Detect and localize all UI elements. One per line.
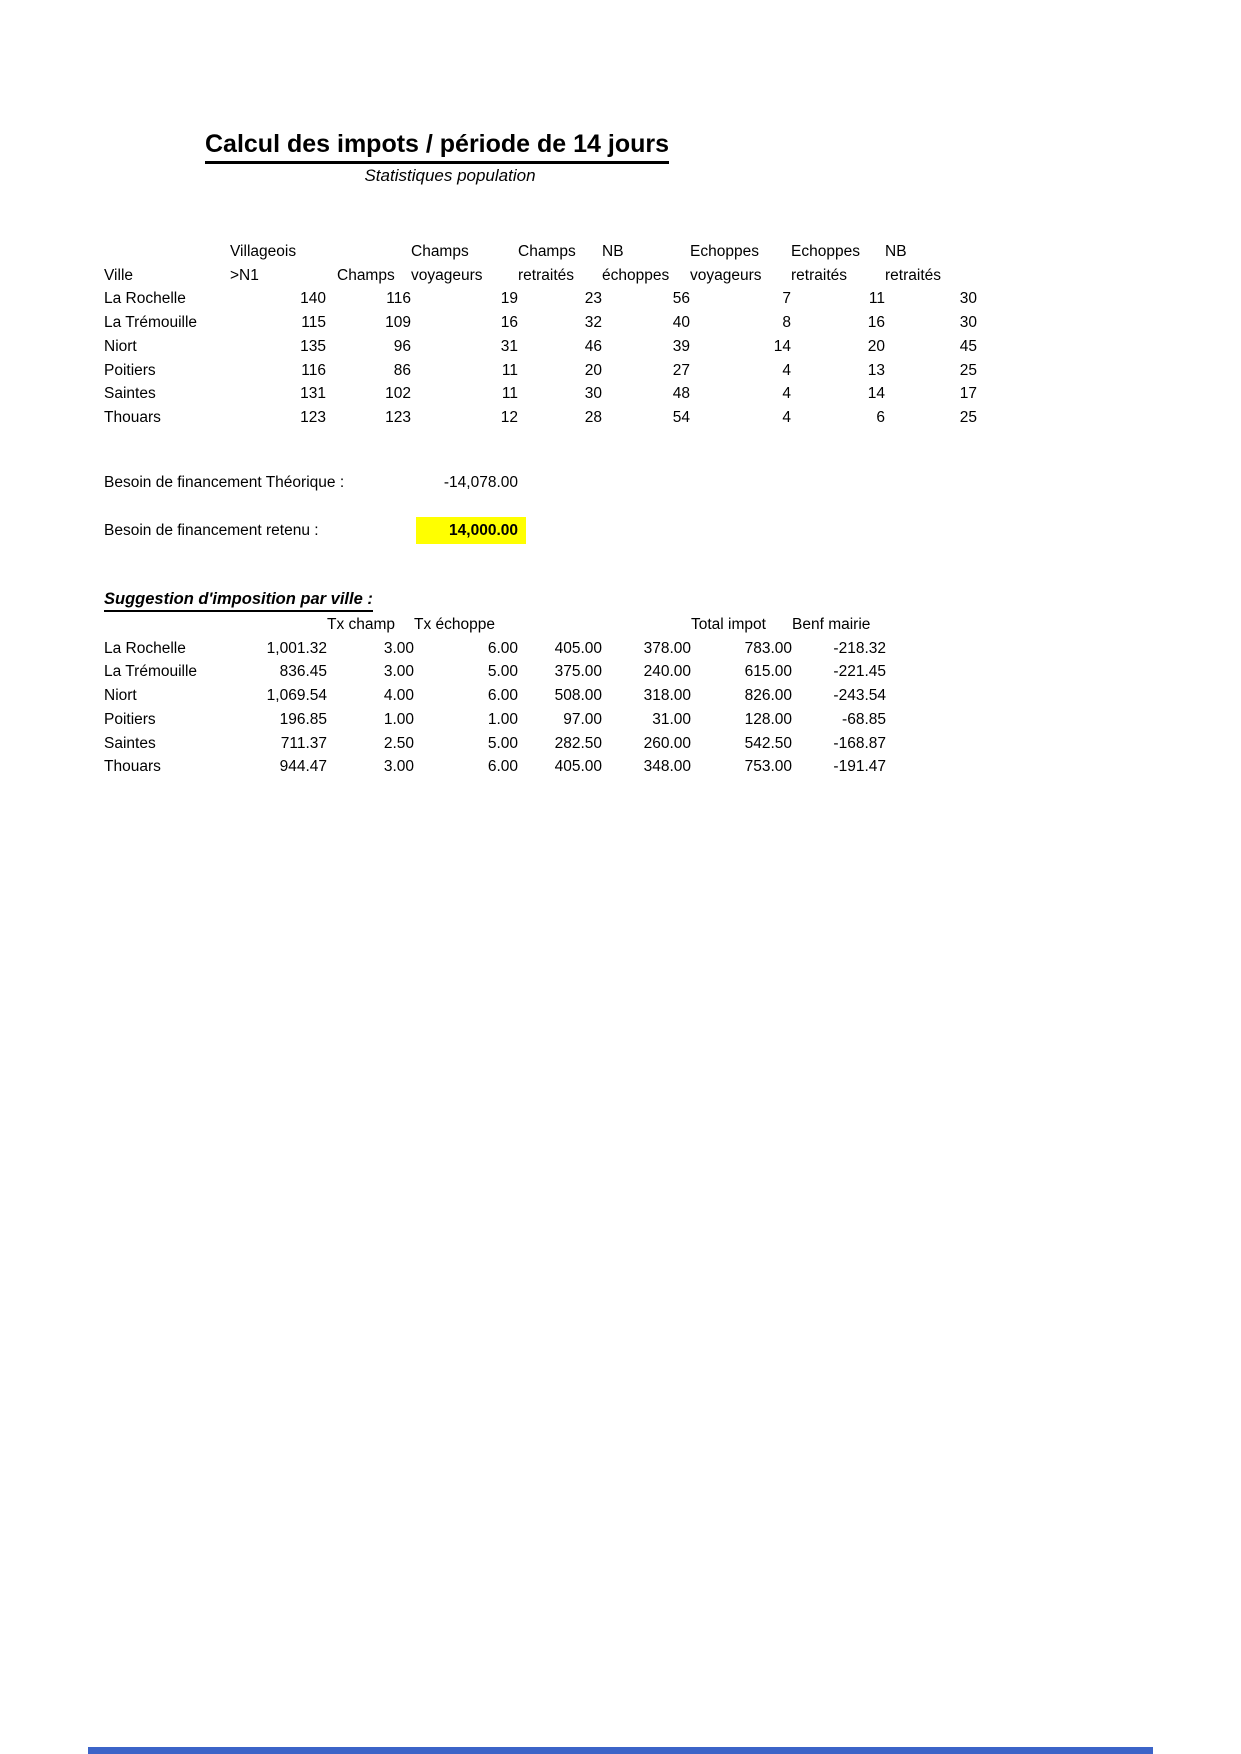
col-header: Echoppes xyxy=(791,243,860,260)
stats-header-row-2 xyxy=(104,264,977,288)
cell-value: 783.00 xyxy=(744,639,792,657)
cell-value: 16 xyxy=(867,314,885,332)
stats-header-row-1 xyxy=(104,240,977,264)
cell-ville: Niort xyxy=(104,337,137,355)
cell-value: 86 xyxy=(393,361,411,379)
cell-value: 1,069.54 xyxy=(266,687,327,705)
cell-value: 508.00 xyxy=(554,687,602,705)
table-row xyxy=(104,335,977,359)
cell-value: 11 xyxy=(501,385,518,403)
cell-value: 19 xyxy=(500,290,518,308)
col-header: Villageois xyxy=(230,243,297,260)
cell-ville: Poitiers xyxy=(104,361,156,379)
cell-value: -191.47 xyxy=(833,758,886,776)
cell-value: 405.00 xyxy=(554,639,602,657)
cell-value: 318.00 xyxy=(643,687,691,705)
cell-value: 131 xyxy=(300,385,326,403)
cell-value: 128.00 xyxy=(744,710,792,728)
table-row xyxy=(104,359,977,383)
cell-value: 944.47 xyxy=(279,758,327,776)
cell-value: 96 xyxy=(393,337,411,355)
cell-value: 140 xyxy=(300,290,326,308)
col-header xyxy=(602,613,691,637)
cell-value: 135 xyxy=(300,337,326,355)
col-header xyxy=(230,613,327,637)
col-header xyxy=(104,240,230,264)
cell-value: 30 xyxy=(584,385,602,403)
page-title: Calcul des impots / période de 14 jours xyxy=(205,130,669,164)
cell-value: 4 xyxy=(782,385,791,403)
cell-value: 17 xyxy=(959,385,977,403)
cell-value: 11 xyxy=(868,290,885,308)
cell-value: 30 xyxy=(959,314,977,332)
cell-value: 1.00 xyxy=(487,710,518,728)
financing-theoretical-label: Besoin de financement Théorique : xyxy=(104,474,345,491)
cell-ville: Thouars xyxy=(104,758,161,776)
cell-value: 542.50 xyxy=(744,734,792,752)
cell-value: -218.32 xyxy=(833,639,886,657)
cell-value: 11 xyxy=(501,361,518,379)
cell-value: 5.00 xyxy=(487,663,518,681)
cell-value: 16 xyxy=(500,314,518,332)
table-row xyxy=(104,684,886,708)
cell-value: 3.00 xyxy=(383,758,414,776)
cell-value: 6.00 xyxy=(487,758,518,776)
cell-value: 116 xyxy=(386,290,411,308)
cell-ville: La Rochelle xyxy=(104,290,186,308)
cell-value: 282.50 xyxy=(554,734,602,752)
col-header: voyageurs xyxy=(690,266,762,284)
cell-value: 4 xyxy=(782,361,791,379)
cell-value: 31.00 xyxy=(652,710,691,728)
col-header: >N1 xyxy=(230,266,259,284)
cell-ville: Saintes xyxy=(104,734,156,752)
suggestion-header-row xyxy=(104,613,886,637)
cell-value: 40 xyxy=(672,314,690,332)
table-row xyxy=(104,287,977,311)
cell-ville: Niort xyxy=(104,687,137,705)
cell-value: 48 xyxy=(672,385,690,403)
cell-value: 260.00 xyxy=(643,734,691,752)
financing-retained-value-highlighted: 14,000.00 xyxy=(416,517,526,544)
cell-value: -243.54 xyxy=(833,687,886,705)
col-header: Tx champ xyxy=(327,616,396,633)
col-header: Echoppes xyxy=(690,243,759,260)
cell-value: 102 xyxy=(385,385,411,403)
cell-value: 25 xyxy=(959,361,977,379)
cell-value: 378.00 xyxy=(643,639,691,657)
col-header xyxy=(326,240,411,264)
col-header: voyageurs xyxy=(411,266,483,284)
cell-value: 4.00 xyxy=(383,687,414,705)
cell-value: 28 xyxy=(584,408,602,426)
cell-value: 13 xyxy=(867,361,885,379)
table-row xyxy=(104,732,886,756)
cell-value: 25 xyxy=(959,408,977,426)
cell-value: 27 xyxy=(672,361,690,379)
cell-value: 109 xyxy=(385,314,411,332)
cell-ville: Saintes xyxy=(104,385,156,403)
population-stats-table xyxy=(104,240,977,430)
col-header: Champs xyxy=(337,266,395,284)
cell-value: 753.00 xyxy=(744,758,792,776)
cell-ville: La Rochelle xyxy=(104,639,186,657)
cell-value: 6.00 xyxy=(487,687,518,705)
bottom-window-edge xyxy=(88,1747,1153,1754)
cell-value: 23 xyxy=(584,290,602,308)
cell-value: 5.00 xyxy=(487,734,518,752)
cell-ville: Thouars xyxy=(104,408,161,426)
cell-value: 115 xyxy=(301,314,326,332)
table-row xyxy=(104,382,977,406)
col-header xyxy=(518,613,602,637)
tax-suggestion-table xyxy=(104,613,886,779)
cell-value: 123 xyxy=(385,408,411,426)
col-header: NB xyxy=(602,243,624,260)
cell-value: 2.50 xyxy=(383,734,414,752)
cell-value: 348.00 xyxy=(643,758,691,776)
cell-value: 6.00 xyxy=(487,639,518,657)
cell-value: 20 xyxy=(584,361,602,379)
cell-value: 1,001.32 xyxy=(266,639,327,657)
table-row xyxy=(104,755,886,779)
cell-value: 32 xyxy=(584,314,602,332)
col-header: Champs xyxy=(411,243,469,260)
cell-value: 826.00 xyxy=(744,687,792,705)
cell-value: 123 xyxy=(300,408,326,426)
col-header: NB xyxy=(885,243,907,260)
cell-value: 20 xyxy=(867,337,885,355)
cell-value: 4 xyxy=(782,408,791,426)
cell-value: 116 xyxy=(301,361,326,379)
cell-value: 14 xyxy=(773,337,791,355)
col-header: Champs xyxy=(518,243,576,260)
financing-retained-label: Besoin de financement retenu : xyxy=(104,522,319,539)
table-row xyxy=(104,660,886,684)
cell-value: 12 xyxy=(500,408,518,426)
col-header: Benf mairie xyxy=(792,616,871,633)
cell-value: 39 xyxy=(672,337,690,355)
col-header: échoppes xyxy=(602,266,670,284)
cell-value: 3.00 xyxy=(383,639,414,657)
page-subtitle: Statistiques population xyxy=(364,166,536,185)
col-header: Ville xyxy=(104,266,134,284)
cell-value: 3.00 xyxy=(383,663,414,681)
cell-value: 97.00 xyxy=(563,710,602,728)
table-row xyxy=(104,406,977,430)
col-header: retraités xyxy=(885,266,941,284)
table-row xyxy=(104,311,977,335)
col-header: retraités xyxy=(518,266,574,284)
cell-value: 45 xyxy=(959,337,977,355)
cell-value: -221.45 xyxy=(833,663,886,681)
cell-value: 30 xyxy=(959,290,977,308)
cell-value: 54 xyxy=(672,408,690,426)
cell-value: -68.85 xyxy=(842,710,886,728)
cell-value: 836.45 xyxy=(279,663,327,681)
cell-value: 1.00 xyxy=(383,710,414,728)
col-header: retraités xyxy=(791,266,847,284)
cell-value: 56 xyxy=(672,290,690,308)
table-row xyxy=(104,708,886,732)
cell-value: 196.85 xyxy=(279,710,327,728)
cell-value: 7 xyxy=(782,290,791,308)
cell-value: 405.00 xyxy=(554,758,602,776)
cell-ville: Poitiers xyxy=(104,710,156,728)
cell-value: -168.87 xyxy=(833,734,886,752)
col-header: Tx échoppe xyxy=(414,616,495,633)
cell-value: 8 xyxy=(782,314,791,332)
col-header xyxy=(104,613,230,637)
suggestion-section-title: Suggestion d'imposition par ville : xyxy=(104,590,373,612)
financing-theoretical-value: -14,078.00 xyxy=(443,474,518,491)
cell-value: 375.00 xyxy=(554,663,602,681)
table-row xyxy=(104,637,886,661)
cell-value: 615.00 xyxy=(744,663,792,681)
cell-value: 14 xyxy=(867,385,885,403)
cell-value: 6 xyxy=(876,408,885,426)
col-header: Total impot xyxy=(691,616,766,633)
cell-value: 46 xyxy=(584,337,602,355)
cell-value: 240.00 xyxy=(643,663,691,681)
cell-ville: La Trémouille xyxy=(104,314,198,332)
cell-ville: La Trémouille xyxy=(104,663,198,681)
cell-value: 31 xyxy=(500,337,518,355)
cell-value: 711.37 xyxy=(280,734,327,752)
